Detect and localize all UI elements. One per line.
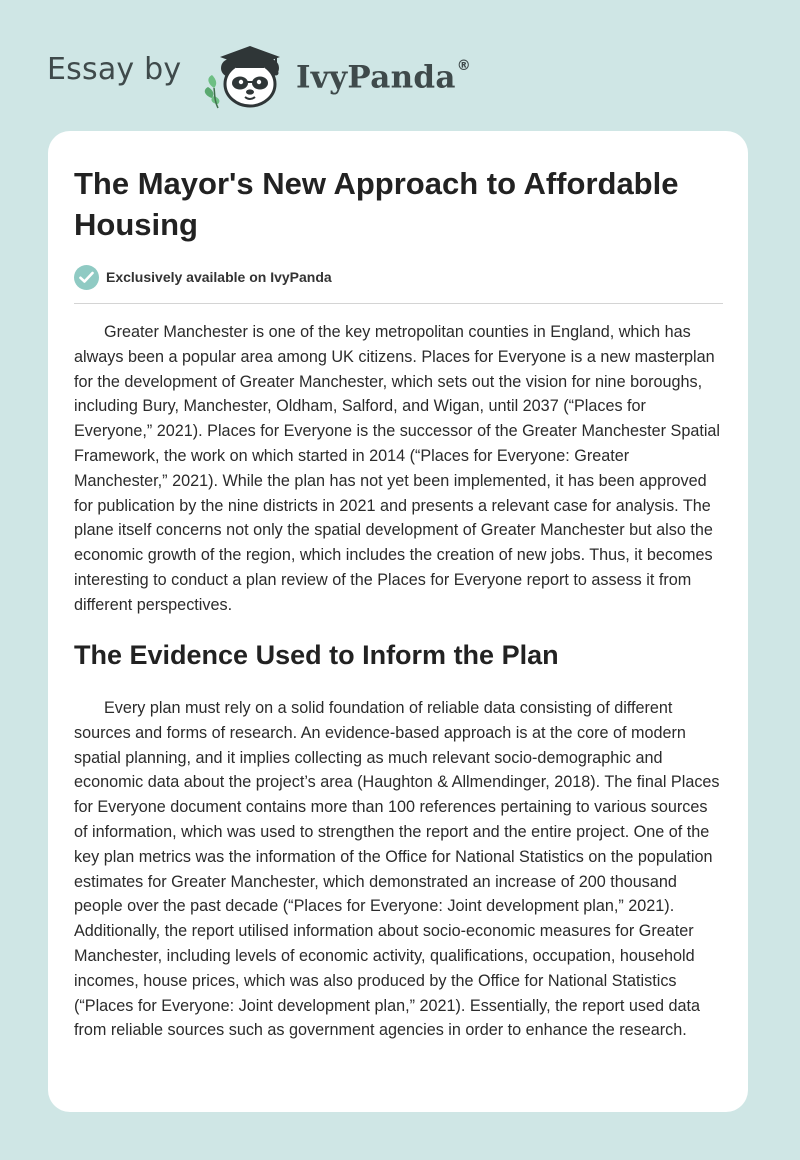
- page-title: The Mayor's New Approach to Affordable Housing: [74, 166, 679, 242]
- brand-name[interactable]: [296, 52, 471, 97]
- evidence-paragraph: Every plan must rely on a solid foundation of reliable data consisting of different sources and forms of research. An evidence-based approach is at the core of modern spatial planning, and it implies collecting as much relevant socio-demographic and economic data about the project’s area (Haughton & Allmendinger, 2018). The final Places for Everyone document contains more than 100 references pertaining to various sources of information, which was used to strengthen the report and the entire project. One of the key plan metrics was the information of the Office for National Statistics on the population estimates for Greater Manchester, which demonstrated an increase of 200 thousand people over the past decade (“Places for Everyone: Joint development plan,” 2021). Additionally, the report utilised information about socio-economic measures for Greater Manchester, including levels of economic activity, qualifications, occupation, household incomes, house prices, which was also produced by the Office for National Statistics (“Places for Everyone: Joint development plan,” 2021). Essentially, the report used data from reliable sources such as government agencies in order to enhance the research.: [74, 699, 720, 1040]
- exclusive-label: Exclusively available on IvyPanda: [106, 269, 332, 285]
- intro-paragraph: Greater Manchester is one of the key metropolitan counties in England, which has always been a popular area among UK citizens. Places for Everyone is a new masterplan for the development of Greater Manchester, which sets out the vision for nine boroughs, including Bury, Manchester, Oldham, Salford, and Wigan, until 2037 (“Places for Everyone,” 2021). Places for Everyone is the successor of the Greater Manchester Spatial Framework, the work on which started in 2014 (“Places for Everyone: Greater Manchester,” 2021). While the plan has not yet been implemented, it has been approved for publication by the nine districts in 2021 and presents a relevant case for analysis. The plane itself concerns not only the spatial development of Greater Manchester but also the economic growth of the region, which includes the creation of new jobs. Thus, it becomes interesting to conduct a plan review of the Places for Everyone report to assess it from different perspectives.: [74, 323, 721, 614]
- essay-by-label: Essay by: [47, 52, 182, 87]
- exclusive-badge: [74, 264, 332, 290]
- section-heading: The Evidence Used to Inform the Plan: [74, 640, 559, 670]
- brand-text: IvyPanda: [296, 59, 456, 96]
- registered-mark: ®: [456, 58, 472, 74]
- divider: [74, 303, 723, 304]
- essay-card: [48, 131, 748, 1112]
- check-icon: [74, 265, 99, 290]
- site-header: [0, 0, 800, 130]
- panda-graduate-icon[interactable]: [200, 38, 296, 110]
